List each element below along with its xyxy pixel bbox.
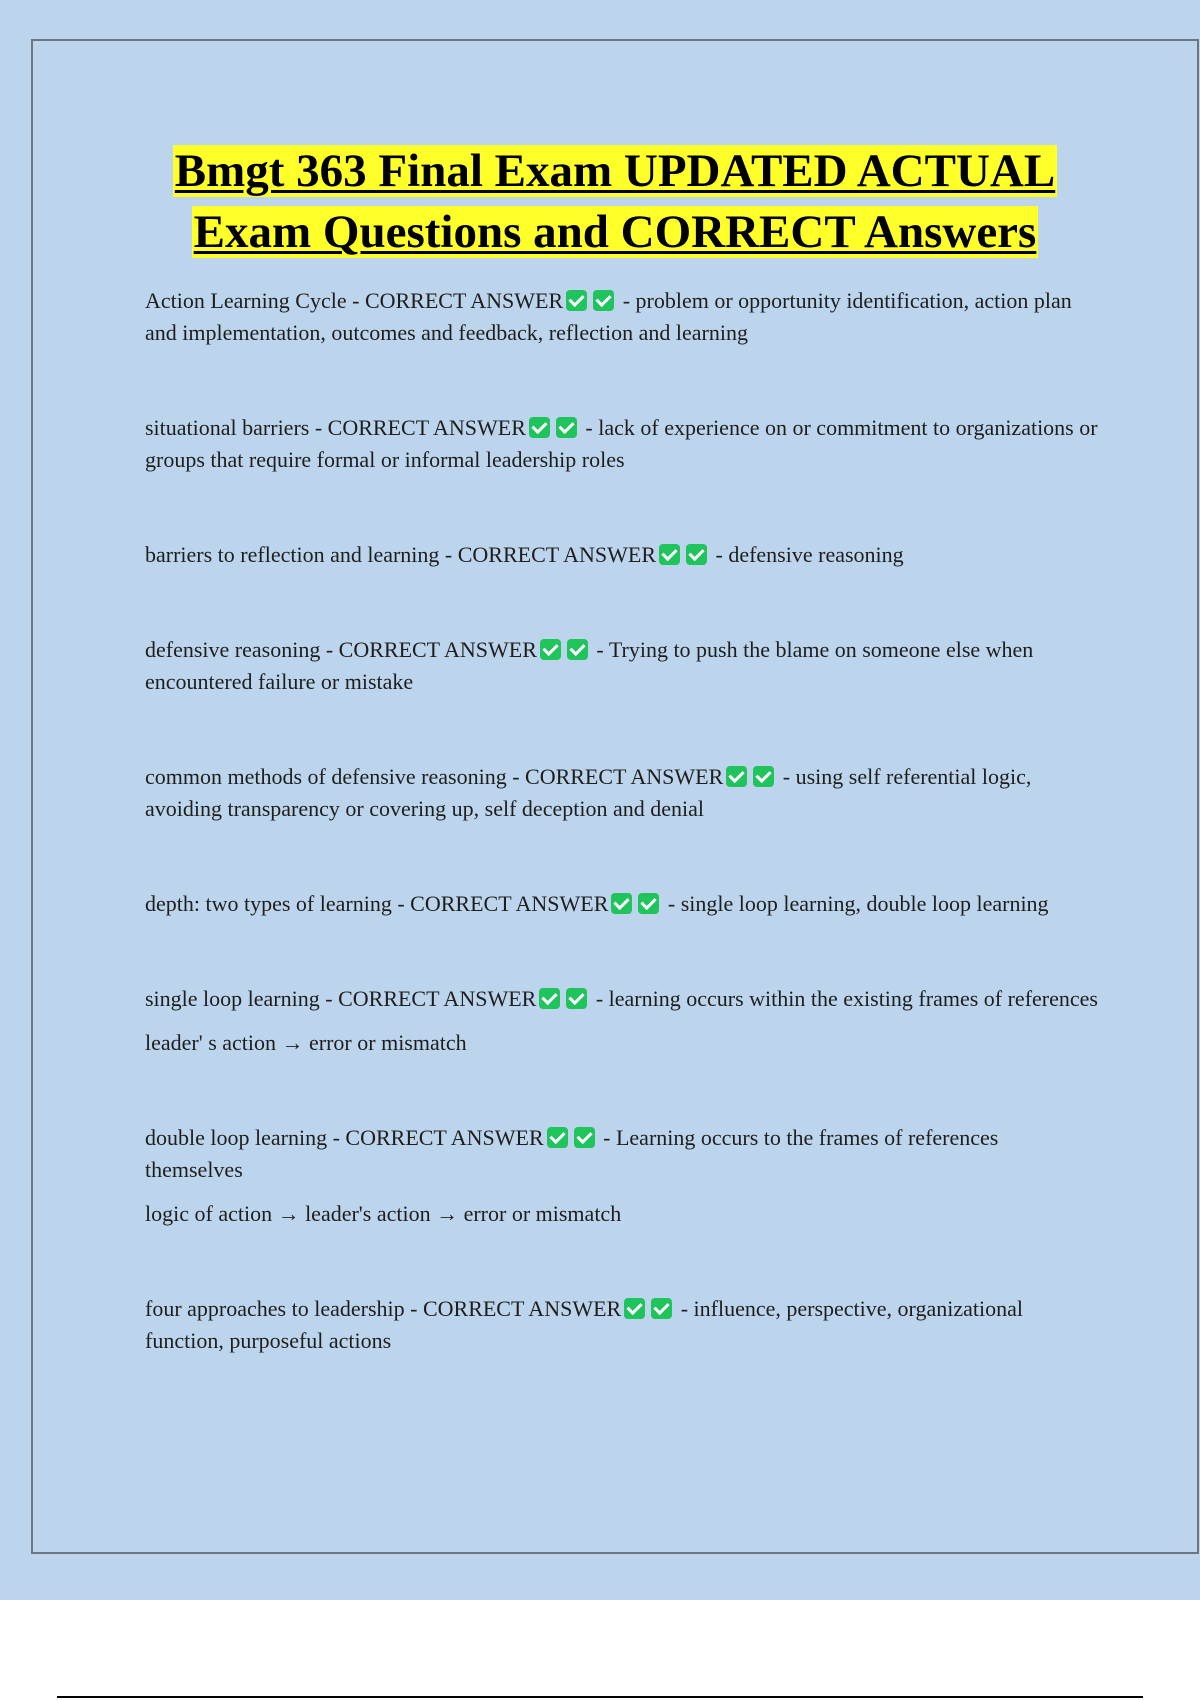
checkmark-icon [566, 290, 587, 311]
checkmark-icon [638, 893, 659, 914]
qa-entry-text [145, 634, 1100, 698]
qa-entry-text [145, 1293, 1100, 1357]
qa-entry [145, 1293, 1100, 1357]
qa-entry [145, 285, 1100, 349]
entry-term: depth: two types of learning - [145, 891, 411, 916]
qa-entry [145, 412, 1100, 476]
qa-entry-text [145, 761, 1100, 825]
entry-term: four approaches to leadership - [145, 1296, 423, 1321]
entry-definition: - lack of experience on or commitment to organizations or groups that require formal or informal leadership roles [145, 415, 1098, 472]
checkmark-icon [611, 893, 632, 914]
qa-list [145, 285, 1100, 1357]
checkmark-icon [593, 290, 614, 311]
checkmark-icon [753, 766, 774, 787]
checkmark-icon [659, 544, 680, 565]
entry-definition: - problem or opportunity identification, action plan and implementation, outcomes and feedback, reflection and learning [145, 288, 1072, 345]
entry-definition: - Learning occurs to the frames of references themselves [145, 1125, 999, 1182]
checkmark-icon [686, 544, 707, 565]
entry-definition: - using self referential logic, avoiding transparency or covering up, self deception and denial [145, 764, 1032, 821]
correct-answer-label: CORRECT ANSWER [525, 764, 724, 789]
checkmark-icon [556, 417, 577, 438]
checkmark-icon [529, 417, 550, 438]
checkmark-icon [574, 1127, 595, 1148]
entry-term: double loop learning - [145, 1125, 346, 1150]
checkmark-icon [547, 1127, 568, 1148]
checkmark-icon [539, 988, 560, 1009]
entry-term: common methods of defensive reasoning - [145, 764, 526, 789]
qa-entry-text [145, 888, 1100, 920]
entry-term: single loop learning - [145, 986, 339, 1011]
entry-definition: - defensive reasoning [710, 542, 904, 567]
entry-definition: - learning occurs within the existing frames of references [590, 986, 1098, 1011]
qa-entry-text [145, 539, 1100, 571]
correct-answer-label: CORRECT ANSWER [422, 1296, 622, 1321]
checkmark-icon [651, 1298, 672, 1319]
checkmark-icon [567, 639, 588, 660]
title-line-2: Exam Questions and CORRECT Answers [193, 206, 1037, 259]
correct-answer-label: CORRECT ANSWER [338, 986, 537, 1011]
entry-term: situational barriers - [145, 415, 328, 440]
qa-entry-text [145, 983, 1100, 1015]
title-line-1: Bmgt 363 Final Exam UPDATED ACTUAL [174, 145, 1056, 198]
correct-answer-label: CORRECT ANSWER [457, 542, 656, 567]
entry-term: barriers to reflection and learning - [145, 542, 458, 567]
footer-divider [57, 1696, 1143, 1698]
correct-answer-label: CORRECT ANSWER [338, 637, 537, 662]
entry-definition: - Trying to push the blame on someone else when encountered failure or mistake [145, 637, 1034, 694]
checkmark-icon [566, 988, 587, 1009]
correct-answer-label: CORRECT ANSWER [364, 288, 564, 313]
entry-term: Action Learning Cycle - [145, 288, 365, 313]
entry-definition: - single loop learning, double loop learning [662, 891, 1049, 916]
qa-entry-text [145, 1122, 1100, 1186]
qa-entry-text [145, 285, 1100, 349]
entry-definition: - influence, perspective, organizational function, purposeful actions [145, 1296, 1023, 1353]
checkmark-icon [726, 766, 747, 787]
qa-entry-text [145, 412, 1100, 476]
entry-term: defensive reasoning - [145, 637, 339, 662]
checkmark-icon [624, 1298, 645, 1319]
qa-entry [145, 1122, 1100, 1230]
correct-answer-label: CORRECT ANSWER [345, 1125, 544, 1150]
checkmark-icon [540, 639, 561, 660]
qa-entry [145, 983, 1100, 1059]
qa-entry [145, 634, 1100, 698]
qa-entry [145, 539, 1100, 571]
correct-answer-label: CORRECT ANSWER [410, 891, 609, 916]
entry-extra-line: leader' s action → error or mismatch [145, 1030, 467, 1055]
qa-entry [145, 761, 1100, 825]
entry-extra-line: logic of action → leader's action → error or mismatch [145, 1201, 622, 1226]
qa-entry [145, 888, 1100, 920]
document-title [100, 141, 1130, 263]
correct-answer-label: CORRECT ANSWER [327, 415, 526, 440]
